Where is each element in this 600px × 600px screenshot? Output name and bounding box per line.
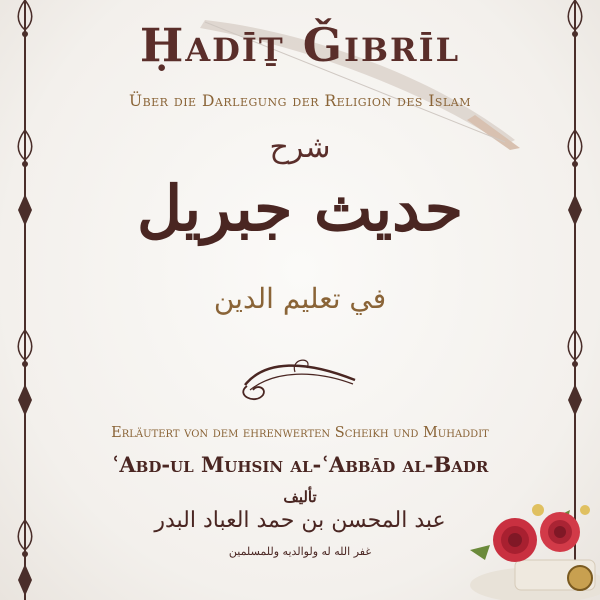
author-name: ʿAbd-ul Muhsin al-ʿAbbād al-Badr — [111, 452, 489, 477]
arabic-taleef-label: تأليف — [283, 488, 317, 506]
arabic-dua-line: غفر الله له ولوالديه وللمسلمين — [228, 545, 372, 558]
arabic-main-title: حديث جبريل — [136, 172, 464, 245]
arabic-subtitle: في تعليم الدين — [213, 282, 387, 315]
book-title: Ḥadīṯ Ǧibrīl — [139, 18, 461, 72]
arabic-sharh-label: شرح — [269, 130, 331, 165]
flourish-ornament-icon — [235, 350, 365, 410]
book-subtitle: Über die Darlegung der Religion des Islam — [129, 92, 471, 110]
rose-bouquet-icon — [460, 490, 600, 600]
arabic-author-name: عبد المحسن بن حمد العباد البدر — [154, 508, 446, 533]
explained-by-line: Erläutert von dem ehrenwerten Scheikh und Muhaddit — [111, 425, 489, 441]
